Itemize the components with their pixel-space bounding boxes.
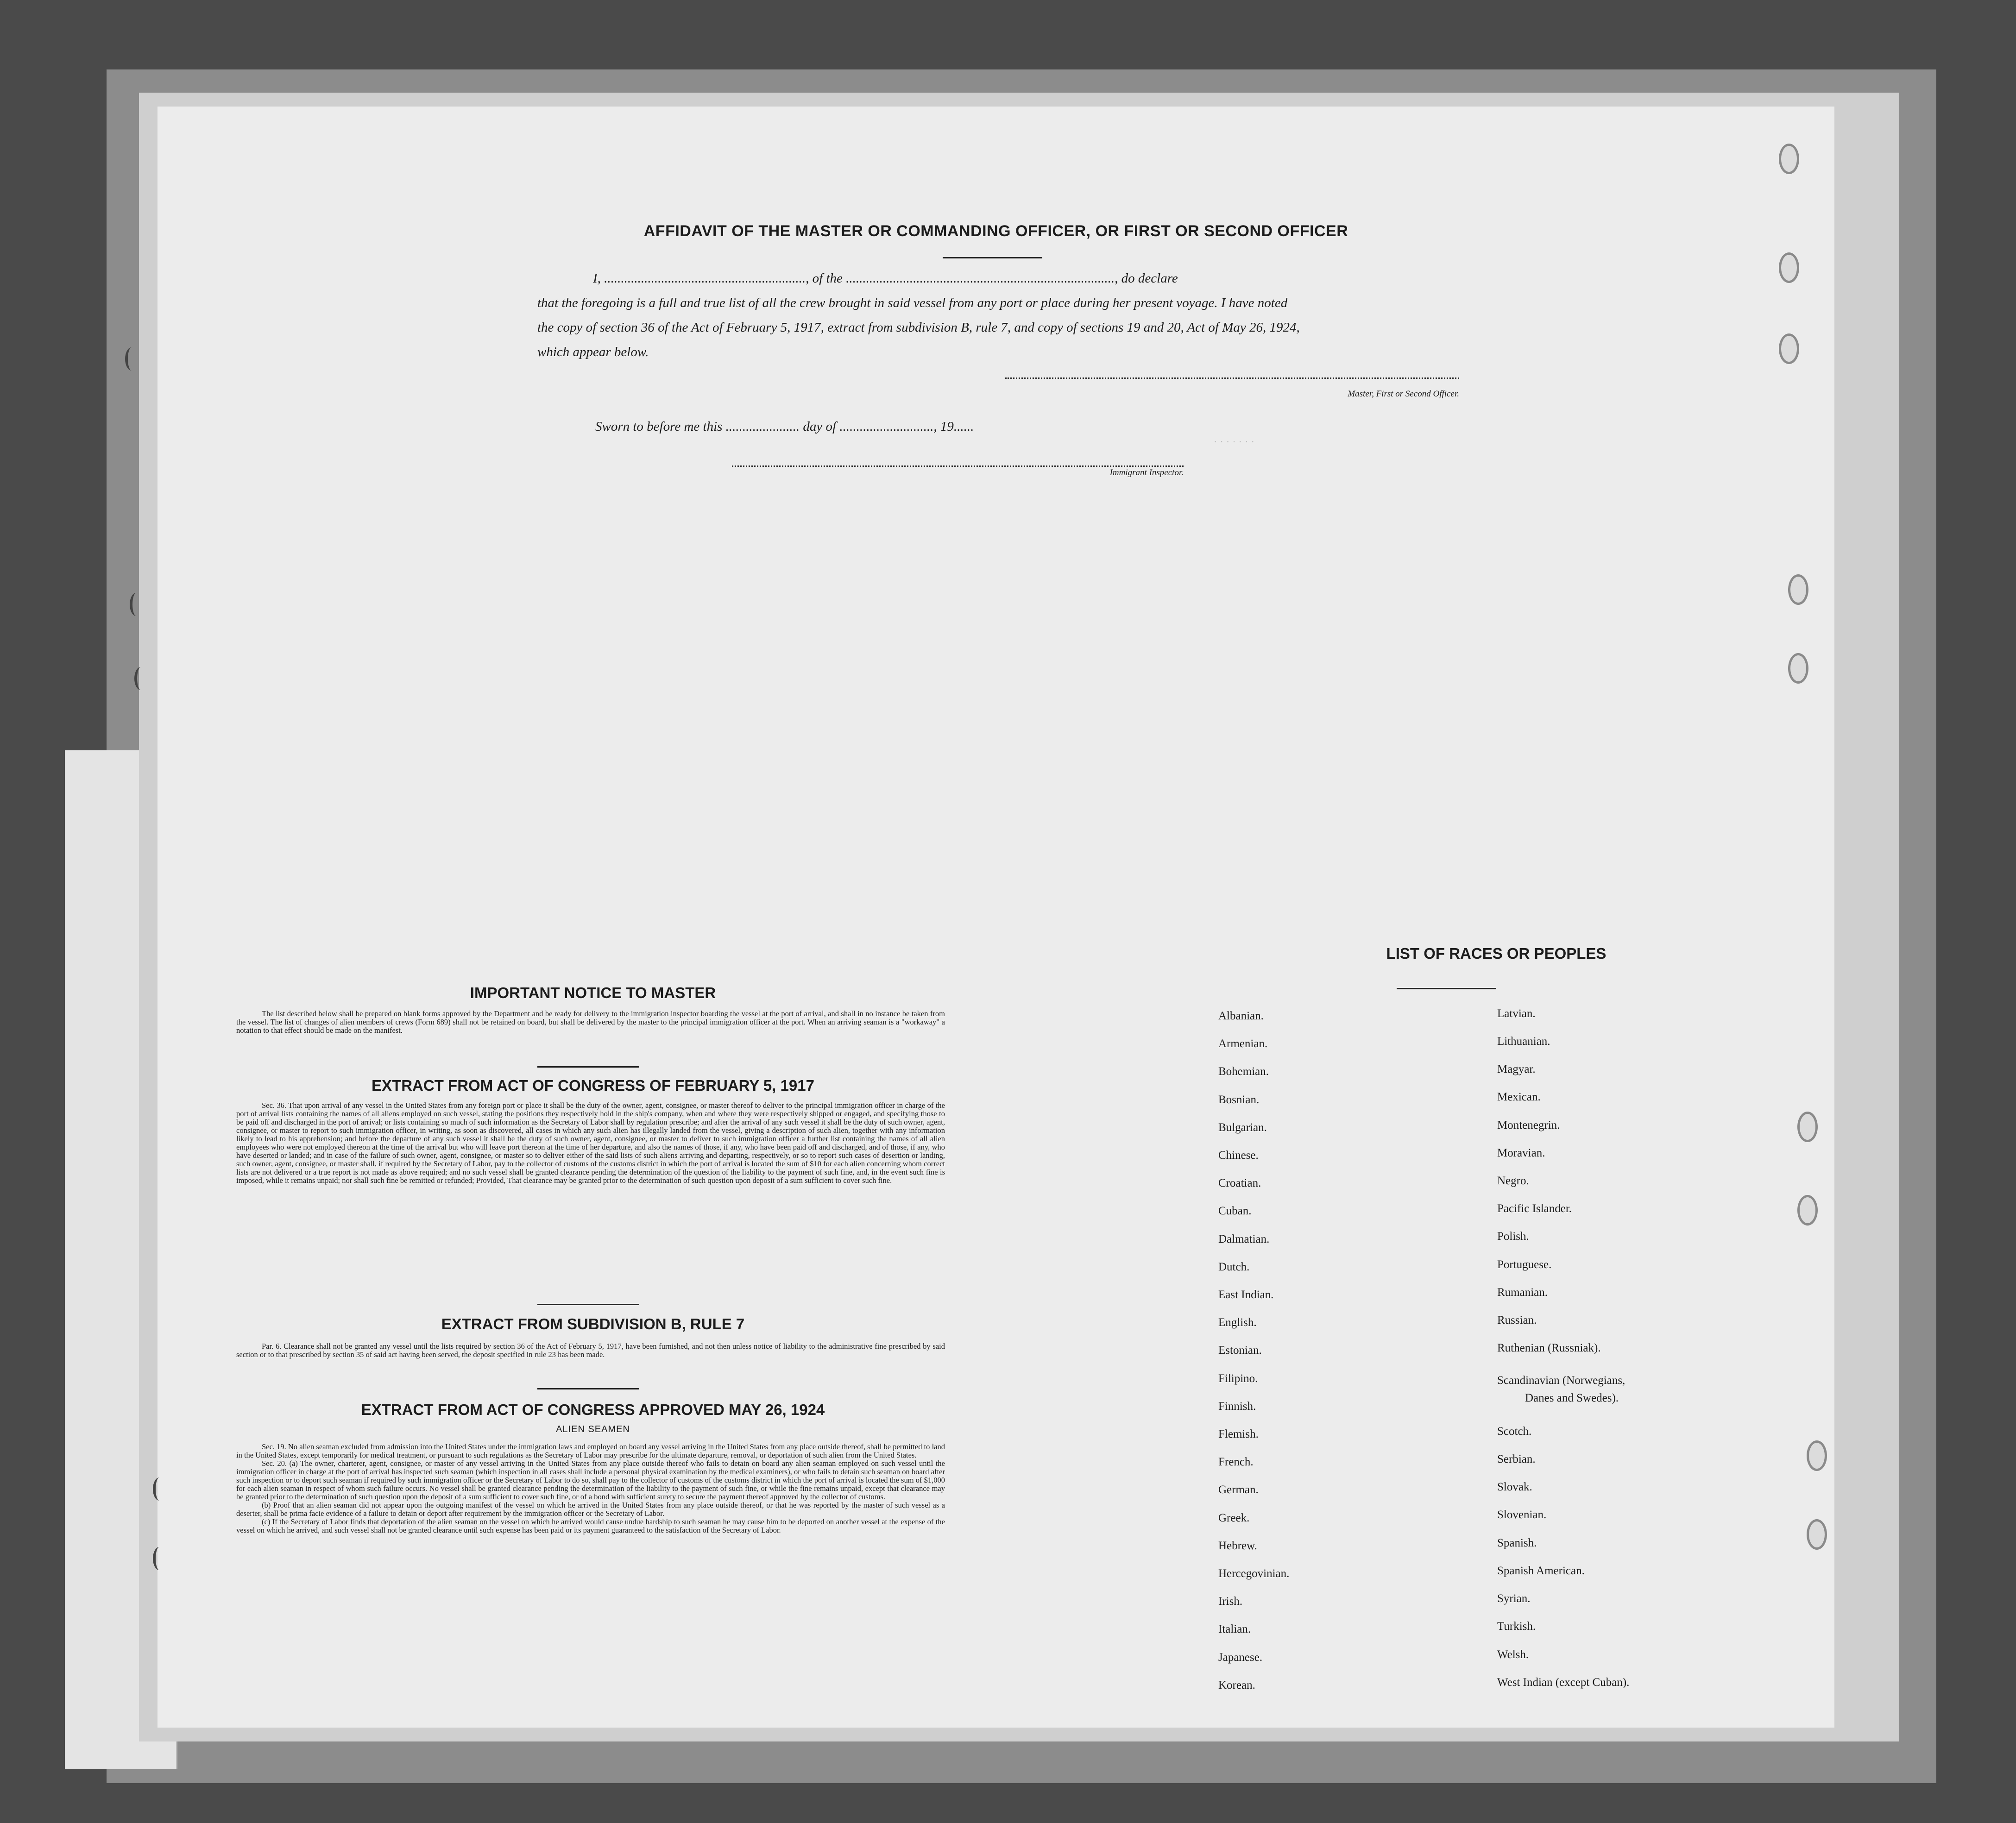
notice-title: IMPORTANT NOTICE TO MASTER: [470, 984, 716, 1001]
master-signature-line: [1005, 377, 1459, 379]
race-item: German.: [1218, 1484, 1259, 1496]
race-item: Estonian.: [1218, 1344, 1262, 1357]
race-item: Dalmatian.: [1218, 1233, 1270, 1245]
sworn-statement: Sworn to before me this ...................... day of ............................, 19......: [595, 419, 974, 434]
race-item: Croatian.: [1218, 1177, 1261, 1189]
race-item: Scotch.: [1497, 1425, 1532, 1438]
affidavit-line-3: the copy of section 36 of the Act of February 5, 1917, extract from subdivision B, rule 7, and copy of sections 19 and 20, Act of May 26, 1924,: [537, 320, 1300, 335]
race-item: English.: [1218, 1316, 1257, 1329]
races-title: LIST OF RACES OR PEOPLES: [1386, 945, 1606, 962]
race-item: West Indian (except Cuban).: [1497, 1676, 1630, 1689]
alien-seamen-subtitle: ALIEN SEAMEN: [556, 1424, 630, 1434]
race-item: Korean.: [1218, 1679, 1255, 1691]
binder-hole-icon: [1788, 653, 1808, 684]
extract-1917-text: [236, 1101, 945, 1185]
notice-text: [236, 1010, 945, 1035]
race-item: Slovak.: [1497, 1481, 1532, 1493]
rule-7-text: [236, 1342, 945, 1359]
race-item: Albanian.: [1218, 1010, 1264, 1022]
affidavit-title: AFFIDAVIT OF THE MASTER OR COMMANDING OFFICER, OR FIRST OR SECOND OFFICER: [643, 222, 1348, 240]
rule-7-paragraph: Par. 6. Clearance shall not be granted any vessel until the lists required by section 36 of the Act of February 5, 1917, have been furnished, and not then unless notice of liability to the administrative fine prescribed by said section or to that prescribed by section 35 of said act having been served, the deposit specified in rule 23 has been made.: [236, 1342, 945, 1359]
race-item: Greek.: [1218, 1512, 1250, 1524]
affidavit-line-4: which appear below.: [537, 345, 649, 359]
inspector-signature-line: [732, 465, 1184, 467]
races-left-column: [1218, 1010, 1496, 1704]
race-item: French.: [1218, 1456, 1254, 1468]
races-divider: [1397, 988, 1496, 989]
left-binder-mark-icon: [153, 1477, 166, 1501]
race-item: Finnish.: [1218, 1400, 1256, 1413]
race-item: Bohemian.: [1218, 1065, 1269, 1078]
section-19-paragraph: Sec. 19. No alien seaman excluded from admission into the United States under the immigration laws and employed on board any vessel arriving in the United States from any place outside thereof, shall be permitted to land in the United States, except temporarily for medical treatment, or pursuant to such regulations as the Secretary of Labor may prescribe for the ultimate departure, removal, or deportation of such alien from the United States.: [236, 1442, 945, 1459]
race-item: Armenian.: [1218, 1037, 1268, 1050]
races-right-column: [1497, 1007, 1821, 1702]
race-item: Italian.: [1218, 1623, 1251, 1635]
notice-divider: [537, 1066, 639, 1068]
race-item: Japanese.: [1218, 1651, 1263, 1664]
race-item: Bosnian.: [1218, 1094, 1260, 1106]
race-item: Lithuanian.: [1497, 1035, 1550, 1048]
race-item: Portuguese.: [1497, 1258, 1552, 1271]
rule-7-divider: [537, 1388, 639, 1389]
race-item: Cuban.: [1218, 1205, 1252, 1217]
affidavit-line-2: that the foregoing is a full and true list of all the crew brought in said vessel from any port or place during her present voyage. I have noted: [537, 295, 1288, 310]
race-item: Bulgarian.: [1218, 1121, 1267, 1134]
left-binder-mark-icon: [134, 667, 147, 690]
race-item: Spanish American.: [1497, 1565, 1585, 1577]
race-item: Montenegrin.: [1497, 1119, 1560, 1132]
left-binder-mark-icon: [130, 593, 143, 616]
race-item: Ruthenian (Russniak).: [1497, 1342, 1601, 1354]
binder-hole-icon: [1779, 252, 1799, 283]
affidavit-line-1: I, ............................................................, of the ................................................................................, do declare: [593, 271, 1178, 286]
race-item: Filipino.: [1218, 1372, 1258, 1385]
race-item: Polish.: [1497, 1230, 1529, 1243]
race-item: Rumanian.: [1497, 1286, 1548, 1299]
section-20b-paragraph: (b) Proof that an alien seaman did not appear upon the outgoing manifest of the vessel on which he arrived in the United States from any place outside thereof, or that he was reported by the master of such vessel as a deserter, shall be prima facie evidence of a failure to detain or deport after requirement by the immigration officer or the Secretary of Labor.: [236, 1501, 945, 1518]
race-item: Irish.: [1218, 1595, 1243, 1608]
race-item: Chinese.: [1218, 1149, 1259, 1162]
race-item: Latvian.: [1497, 1007, 1536, 1020]
notice-paragraph: The list described below shall be prepared on blank forms approved by the Department and be ready for delivery to the immigration inspector boarding the vessel at the port of arrival, and shall in no instance be taken from the vessel. The list of changes of alien members of crews (Form 689) shall not be retained on board, but shall be delivered by the master to the principal immigration officer at the port. When an arriving seaman is a "workaway" a notation to that effect should be made on the manifest.: [236, 1009, 945, 1035]
extract-1917-divider: [537, 1304, 639, 1305]
rule-7-title: EXTRACT FROM SUBDIVISION B, RULE 7: [441, 1315, 745, 1333]
section-20a-paragraph: Sec. 20. (a) The owner, charterer, agent, consignee, or master of any vessel arriving in the United States from any place outside thereof who fails to detain on board any alien seaman employed on such vessel until the immigration officer in charge at the port of arrival has inspected such seaman (which inspection in all cases shall include a personal physical examination by the medical examiners), or who fails to detain such seaman on board after such inspection or to deport such seaman if required by such immigration officer or the Secretary of Labor to do so, shall pay to the collector of customs of the customs district in which the port of arrival is located the sum of $1,000 for each alien seaman in respect of whom such failure occurs. No vessel shall be granted clearance pending the determination of the liability to the payment of such fine, or while the fine remains unpaid, except that clearance may be granted prior to the determination of such question upon the deposit of a sum sufficient to cover such fine, or of a bond with sufficient surety to secure the payment thereof approved by the collector of customs.: [236, 1459, 945, 1501]
inspector-signature-caption: Immigrant Inspector.: [1109, 468, 1184, 478]
race-item: Hercegovinian.: [1218, 1567, 1290, 1580]
binder-hole-icon: [1779, 144, 1799, 174]
binder-hole-icon: [1779, 333, 1799, 364]
master-signature-caption: Master, First or Second Officer.: [1348, 389, 1459, 399]
race-item: Moravian.: [1497, 1147, 1545, 1159]
race-item-continued: Danes and Swedes).: [1525, 1392, 1619, 1404]
left-binder-mark-icon: [153, 1547, 166, 1570]
affidavit-body: [537, 266, 1459, 365]
race-item: Serbian.: [1497, 1453, 1536, 1465]
race-item: Pacific Islander.: [1497, 1202, 1572, 1215]
race-item: Mexican.: [1497, 1091, 1541, 1103]
extract-1924-title: EXTRACT FROM ACT OF CONGRESS APPROVED MAY 26, 1924: [361, 1401, 825, 1418]
race-item: Slovenian.: [1497, 1509, 1547, 1521]
extract-1917-title: EXTRACT FROM ACT OF CONGRESS OF FEBRUARY 5, 1917: [372, 1077, 814, 1094]
race-item: Magyar.: [1497, 1063, 1536, 1075]
title-divider: [943, 257, 1042, 258]
race-item: Scandinavian (Norwegians,: [1497, 1374, 1625, 1387]
extract-1924-text: [236, 1443, 945, 1534]
race-item: Dutch.: [1218, 1261, 1250, 1273]
race-item: East Indian.: [1218, 1289, 1274, 1301]
race-item: Welsh.: [1497, 1648, 1529, 1661]
race-item: Negro.: [1497, 1175, 1529, 1187]
left-binder-mark-icon: [125, 347, 138, 371]
race-item: Syrian.: [1497, 1592, 1531, 1605]
binder-hole-icon: [1788, 574, 1808, 605]
race-item: Hebrew.: [1218, 1540, 1257, 1552]
section-36-paragraph: Sec. 36. That upon arrival of any vessel in the United States from any foreign port or place it shall be the duty of the owner, agent, consignee, or master thereof to deliver to the principal immigration officer in charge of the port of arrival lists containing the names of all aliens employed on such vessel, stating the positions they respectively hold in the ship's company, when and where they were respectively shipped or engaged, and specifying those to be paid off and discharged in the port of arrival; or lists containing so much of such information as the Secretary of Labor shall by regulation prescribe; and after the arrival of any such vessel it shall be the duty of such owner, agent, consignee, or master to report to such immigration officer, in writing, as soon as discovered, all cases in which any such alien has illegally landed from the vessel, giving a description of such alien, together with any information likely to lead to his apprehension; and before the departure of any such vessel it shall be the duty of such owner, agent, consignee, or master to deliver to such immigration officer a further list containing the names of all alien employees who were not employed thereon at the time of the arrival but who will leave port thereon at the time of her departure, and also the names of those, if any, who have been paid off and discharged, and of those, if any, who have deserted or landed; and in case of the failure of such owner, agent, consignee, or master so to deliver either of the said lists of such aliens arriving and departing, respectively, or so to report such cases of desertion or landing, such owner, agent, consignee, or master shall, if required by the Secretary of Labor, pay to the collector of customs of the customs district in which the port of arrival is located the sum of $10 for each alien concerning whom correct lists are not delivered or a true report is not made as above required; and no such vessel shall be granted clearance pending the determination of the question of the liability to the payment of such fine, and, in the event such fine is imposed, while it remains unpaid; nor shall such fine be remitted or refunded; Provided, That clearance may be granted prior to the determination of such question upon deposit of a sum sufficient to cover such fine.: [236, 1101, 945, 1185]
bleed-through-mark: · · · · · · ·: [1214, 435, 1254, 447]
race-item: Spanish.: [1497, 1537, 1537, 1549]
race-item: Turkish.: [1497, 1620, 1536, 1633]
section-20c-paragraph: (c) If the Secretary of Labor finds that deportation of the alien seaman on the vessel on which he arrived would cause undue hardship to such seaman he may cause him to be deported on another vessel at the expense of the vessel on which he arrived, and such vessel shall not be granted clearance until such expense has been paid or its payment guaranteed to the satisfaction of the Secretary of Labor.: [236, 1517, 945, 1534]
race-item: Flemish.: [1218, 1428, 1259, 1440]
race-item: Russian.: [1497, 1314, 1537, 1326]
